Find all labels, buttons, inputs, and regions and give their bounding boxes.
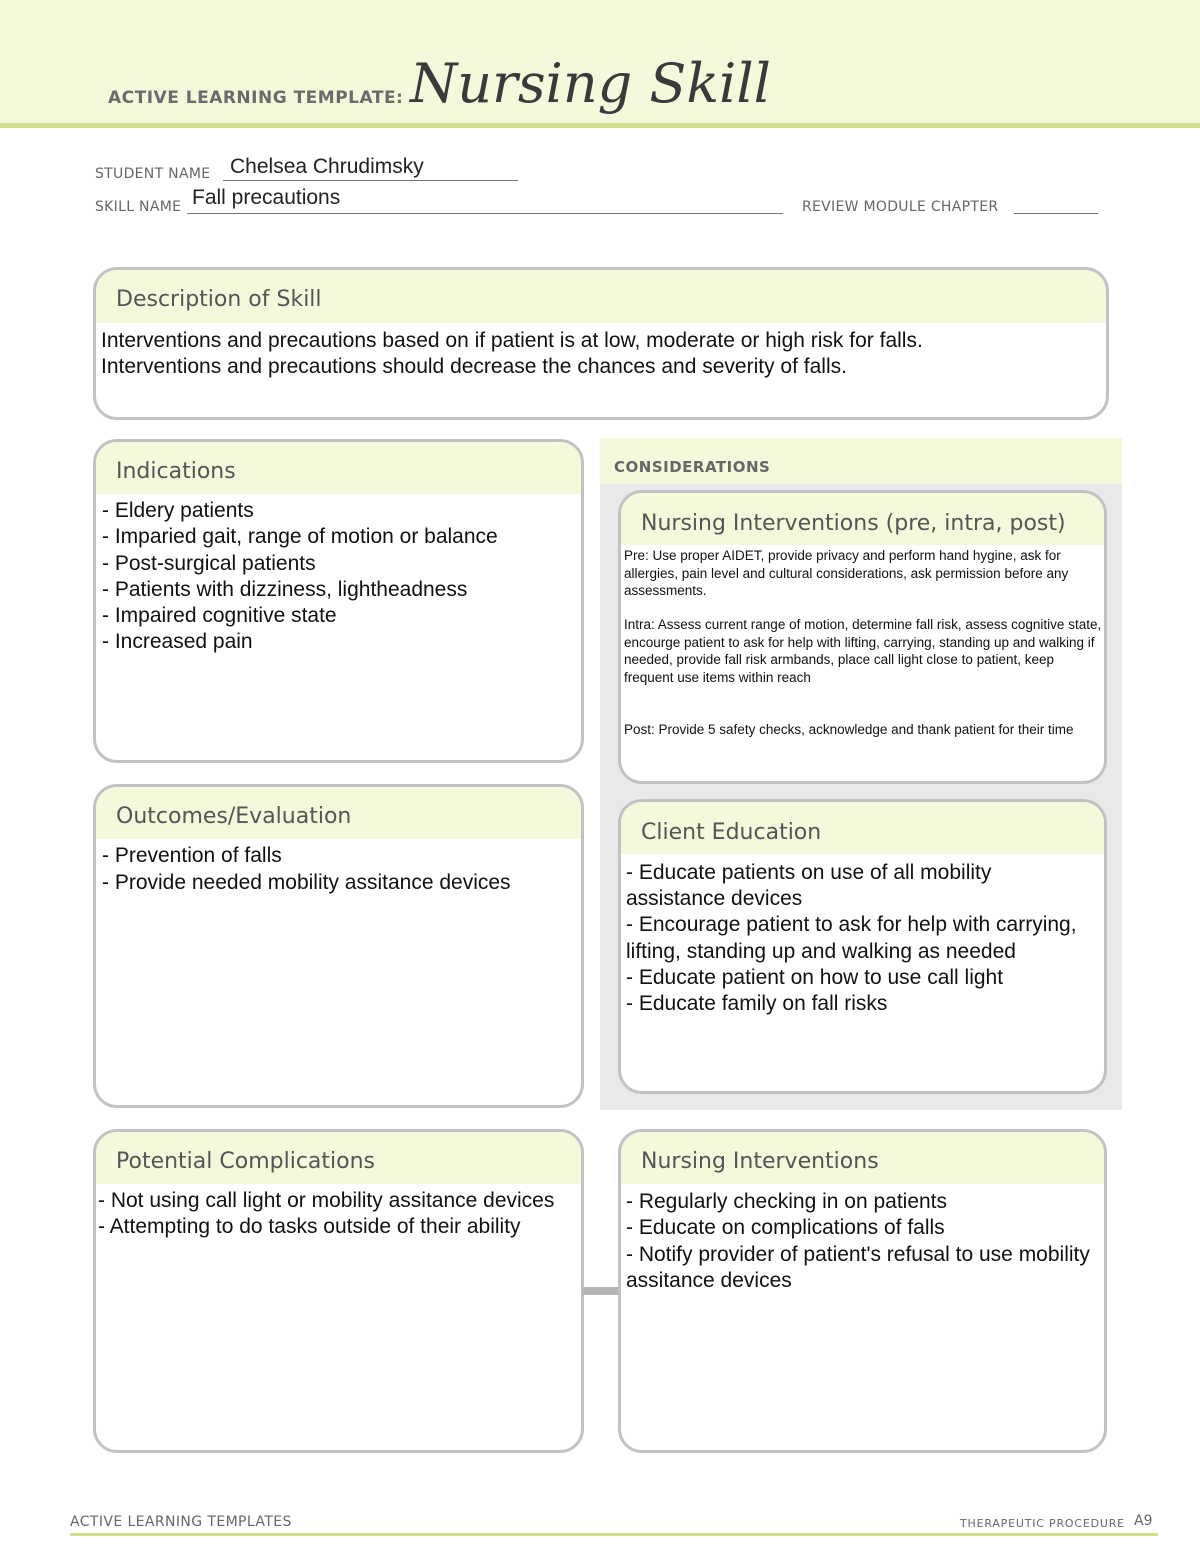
indications-title: Indications: [116, 459, 236, 484]
nursing-interventions-ppp-title: Nursing Interventions (pre, intra, post): [641, 511, 1066, 536]
complications-text[interactable]: - Not using call light or mobility assitance devices - Attempting to do tasks outside of their ability: [98, 1189, 555, 1238]
considerations-label: CONSIDERATIONS: [614, 458, 771, 476]
review-module-label: REVIEW MODULE CHAPTER: [802, 199, 999, 215]
outcomes-title: Outcomes/Evaluation: [116, 804, 352, 829]
complications-box: [93, 1129, 584, 1453]
intra-text[interactable]: Intra: Assess current range of motion, determine fall risk, assess cognitive state, encourge patient to ask for help with lifting, carrying, standing up and walking if needed, provide fall risk armbands, place call light close to patient, keep frequent use items within reach: [624, 617, 1102, 685]
indications-box: [93, 439, 584, 763]
student-name-value[interactable]: Chelsea Chrudimsky: [230, 155, 424, 178]
client-education-text[interactable]: - Educate patients on use of all mobility assistance devices - Encourage patient to ask for help with carrying, lifting, standing up and walking as needed - Educate patient on how to use call light - Educate family on fall risks: [626, 861, 1077, 1016]
complications-title: Potential Complications: [116, 1149, 375, 1174]
footer-right-label: THERAPEUTIC PROCEDURE: [960, 1517, 1125, 1530]
template-label: ACTIVE LEARNING TEMPLATE:: [108, 88, 404, 108]
skill-name-label: SKILL NAME: [95, 199, 182, 215]
review-module-line: [1014, 213, 1098, 214]
skill-name-value[interactable]: Fall precautions: [192, 186, 341, 209]
pre-text[interactable]: Pre: Use proper AIDET, provide privacy and perform hand hygine, ask for allergies, pain level and cultural considerations, ask permission before any assessments.: [624, 548, 1069, 598]
connector-bar: [582, 1287, 620, 1295]
student-name-line: [223, 180, 518, 181]
description-box: [93, 267, 1109, 420]
nursing-interventions-box: [618, 1129, 1107, 1453]
footer-page-number: A9: [1134, 1513, 1153, 1529]
footer-rule: [70, 1533, 1158, 1536]
client-education-title: Client Education: [641, 820, 822, 845]
skill-name-line: [187, 213, 783, 214]
student-name-label: STUDENT NAME: [95, 166, 211, 182]
client-education-box: [618, 799, 1107, 1094]
outcomes-text[interactable]: - Prevention of falls - Provide needed mobility assitance devices: [102, 844, 511, 894]
nursing-interventions-title: Nursing Interventions: [641, 1149, 879, 1174]
page-title: Nursing Skill: [410, 52, 771, 115]
header-rule: [0, 123, 1200, 128]
indications-text[interactable]: - Eldery patients - Imparied gait, range of motion or balance - Post-surgical patients - Patients with dizziness, lightheadness - Impaired cognitive state - Increased pain: [102, 499, 498, 654]
description-text[interactable]: Interventions and precautions based on if patient is at low, moderate or high risk for falls. Interventions and precautions should decrease the chances and severity of falls.: [101, 329, 923, 378]
post-text[interactable]: Post: Provide 5 safety checks, acknowledge and thank patient for their time: [624, 722, 1074, 737]
outcomes-box: [93, 784, 584, 1108]
nursing-interventions-ppp-box: [618, 490, 1107, 784]
nursing-interventions-text[interactable]: - Regularly checking in on patients - Educate on complications of falls - Notify provider of patient's refusal to use mobility assitance devices: [626, 1190, 1090, 1292]
description-title: Description of Skill: [116, 287, 322, 312]
footer-left-label: ACTIVE LEARNING TEMPLATES: [70, 1514, 292, 1530]
